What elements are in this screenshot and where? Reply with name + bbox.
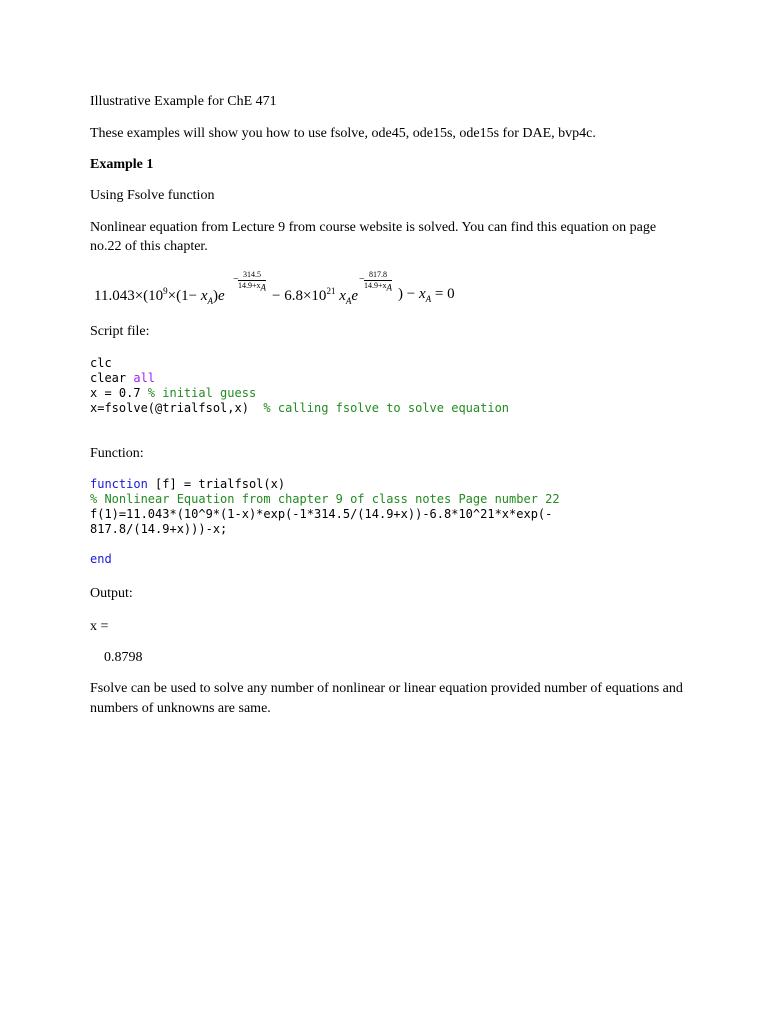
description-line-1: Nonlinear equation from Lecture 9 from course website is solved. You can find this equation on page <box>90 220 657 235</box>
function-code-block <box>90 477 560 567</box>
output-label: Output: <box>90 586 133 601</box>
function-line-3: f(1)=11.043*(10^9*(1-x)*exp(-1*314.5/(14.9+x))-6.8*10^21*x*exp(- <box>90 507 553 521</box>
function-end: end <box>90 552 112 566</box>
script-line-1: clc <box>90 356 112 370</box>
description-line-2: no.22 of this chapter. <box>90 239 208 254</box>
nonlinear-equation: $11.043\times(10^9\times(1- x_A)e$ − $\frac{314.5}{14.9+x_A}$ − $6.8\times 10^{21}$ $x_Ae$ − $\frac{817.8}{14.9+x_A}$ ) − $x_A = 0$ <box>94 270 455 306</box>
closing-line-1: Fsolve can be used to solve any number of nonlinear or linear equation provided number of equations and <box>90 681 683 696</box>
script-line-2: clear all <box>90 371 156 385</box>
output-x-value: 0.8798 <box>104 650 143 665</box>
eq-coef-1: 11.043 <box>94 288 135 304</box>
output-x-label: x = <box>90 619 109 634</box>
doc-title: Illustrative Example for ChE 471 <box>90 94 277 109</box>
eq-coef-2: 6.8 <box>284 288 303 304</box>
using-fsolve-text: Using Fsolve function <box>90 188 215 203</box>
script-line-3: x = 0.7 % initial guess <box>90 386 257 400</box>
eq-exponent-1: $\frac{314.5}{14.9+x_A}$ <box>238 270 267 293</box>
script-line-4: x=fsolve(@trialfsol,x) % calling fsolve to solve equation <box>90 401 510 415</box>
function-label: Function: <box>90 446 144 461</box>
script-code-block <box>90 356 509 416</box>
script-file-label: Script file: <box>90 324 150 339</box>
function-line-4: 817.8/(14.9+x)))-x; <box>90 522 228 536</box>
closing-line-2: numbers of unknowns are same. <box>90 701 271 716</box>
function-line-2: % Nonlinear Equation from chapter 9 of class notes Page number 22 <box>90 492 560 506</box>
function-line-1: function [f] = trialfsol(x) <box>90 477 286 491</box>
eq-exponent-2: $\frac{817.8}{14.9+x_A}$ <box>364 270 393 293</box>
intro-text: These examples will show you how to use fsolve, ode45, ode15s, ode15s for DAE, bvp4c. <box>90 126 596 141</box>
example-heading: Example 1 <box>90 157 154 172</box>
